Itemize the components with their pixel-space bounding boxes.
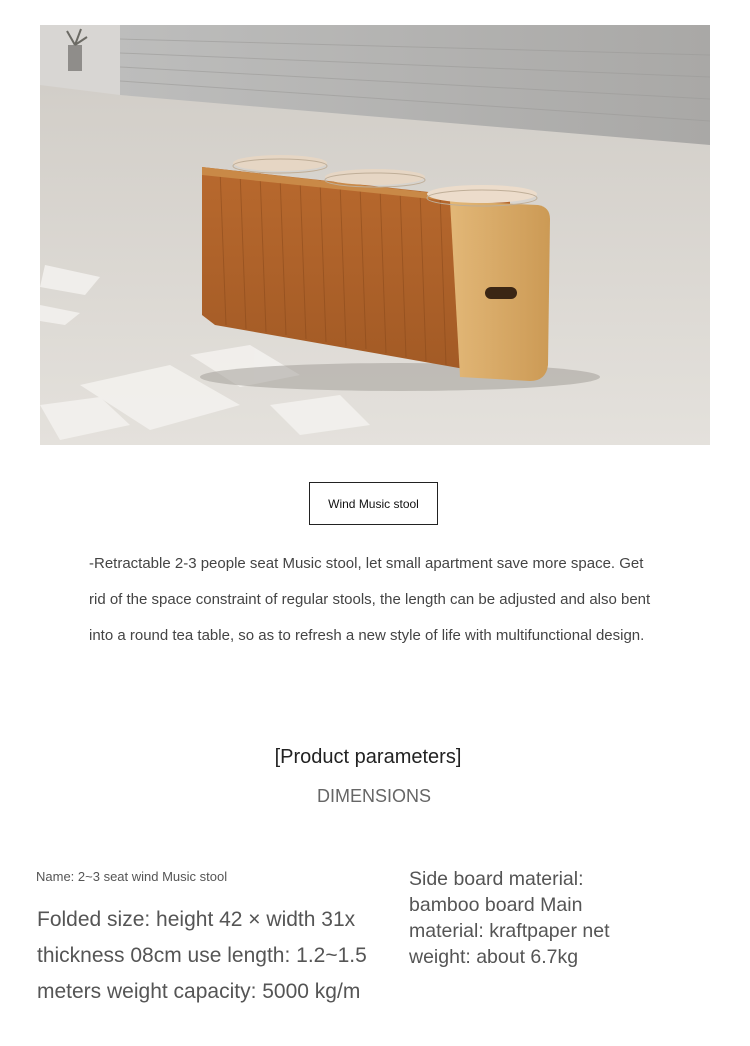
material-spec: Side board material: bamboo board Main material: kraftpaper net weight: about 6.7kg [409,868,610,968]
dimensions-subheading: DIMENSIONS [316,786,431,806]
product-description: -Retractable 2-3 people seat Music stool, let small apartment save more space. Get rid of the space constraint of regular stools, the length can be adjusted and also bent into a round tea table, so as to refresh a new style of life with multifunctional design. [89,555,651,644]
product-name: Name: 2~3 seat wind Music stool [36,869,228,884]
product-photo [40,25,710,445]
product-title [309,482,438,525]
parameters-heading: [Product parameters] [274,746,462,768]
folded-size-spec: Folded size: height 42 × width 31x thickness 08cm use length: 1.2~1.5 meters weight capacity: 5000 kg/m [37,908,367,1003]
product-title-text: Wind Music stool [328,496,419,511]
